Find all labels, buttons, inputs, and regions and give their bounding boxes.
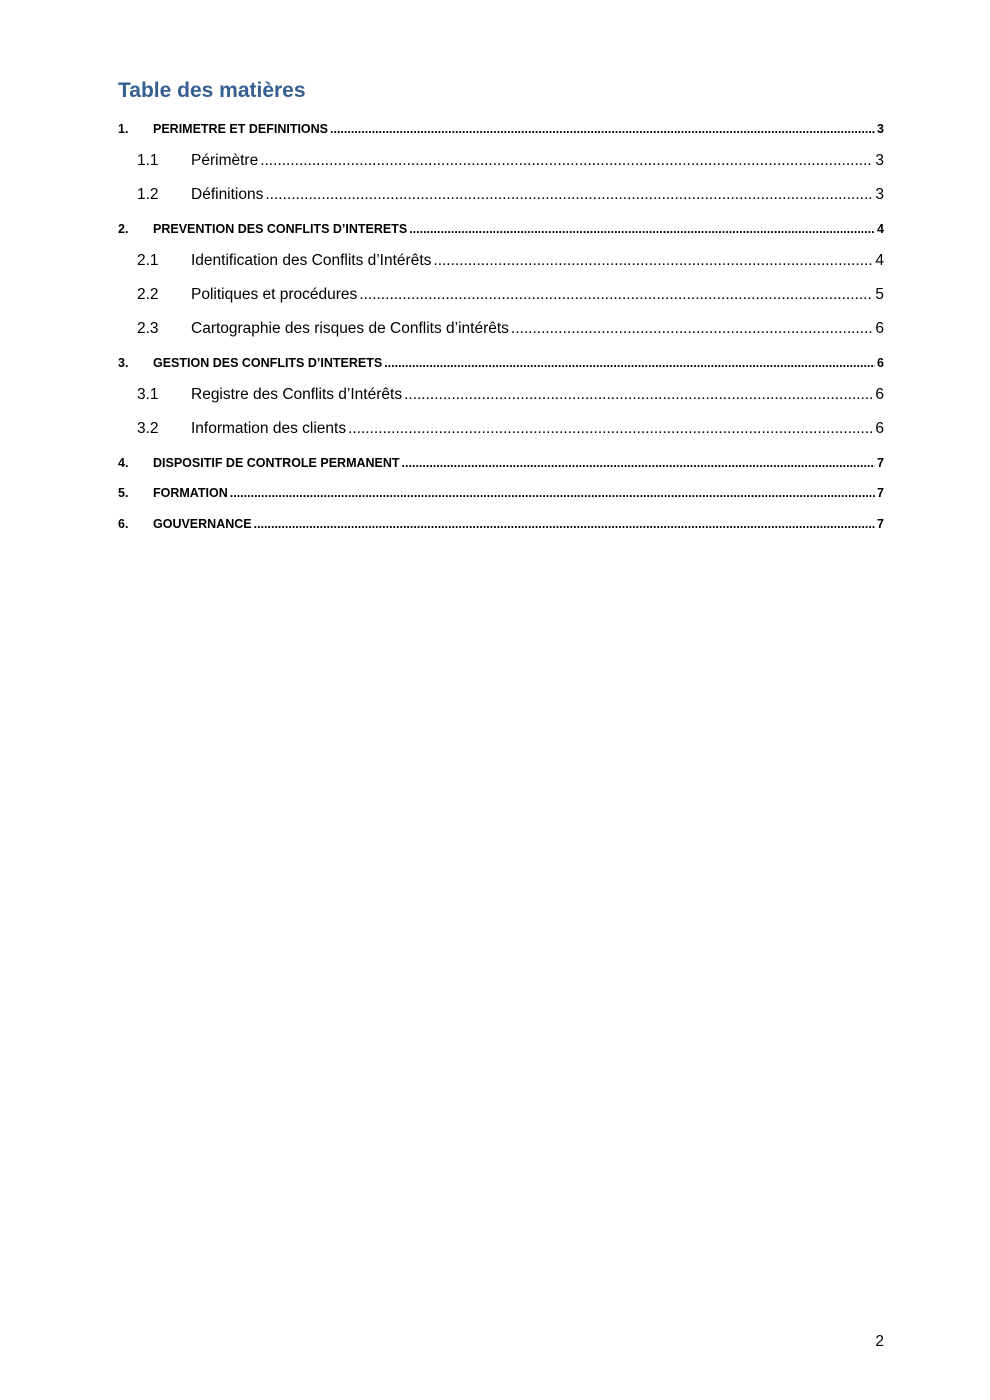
toc-entry-label: DISPOSITIF DE CONTROLE PERMANENT bbox=[153, 456, 400, 470]
toc-dot-leader bbox=[265, 184, 873, 206]
toc-entry-3-1[interactable] bbox=[118, 384, 884, 406]
toc-entry-number: 2.3 bbox=[137, 320, 159, 337]
toc-entry-number: 2.1 bbox=[137, 252, 159, 269]
toc-dot-leader bbox=[433, 250, 873, 272]
toc-dot-leader bbox=[402, 454, 876, 472]
toc-entry-page: 3 bbox=[877, 122, 884, 136]
toc-entry-number: 3. bbox=[118, 356, 129, 370]
toc-entry-number: 1.2 bbox=[137, 186, 159, 203]
toc-entry-label: PERIMETRE ET DEFINITIONS bbox=[153, 122, 329, 136]
toc-entry-label: PREVENTION DES CONFLITS D’INTERETS bbox=[153, 222, 408, 236]
toc-entry-page: 6 bbox=[875, 320, 884, 337]
toc-dot-leader bbox=[404, 384, 873, 406]
toc-entry-1-2[interactable] bbox=[118, 184, 884, 206]
toc-entry-2[interactable] bbox=[118, 220, 884, 238]
toc-entry-number: 1.1 bbox=[137, 152, 159, 169]
toc-entry-2-3[interactable] bbox=[118, 318, 884, 340]
toc-entry-4[interactable] bbox=[118, 454, 884, 472]
toc-dot-leader bbox=[230, 484, 875, 502]
toc-entry-page: 6 bbox=[875, 420, 884, 437]
toc-entry-number: 3.2 bbox=[137, 420, 159, 437]
toc-entry-1-1[interactable] bbox=[118, 150, 884, 172]
toc-entry-page: 4 bbox=[877, 222, 884, 236]
toc-entry-page: 7 bbox=[877, 486, 884, 500]
toc-entry-number: 2. bbox=[118, 222, 129, 236]
toc-dot-leader bbox=[511, 318, 873, 340]
toc-entry-label: Information des clients bbox=[191, 420, 347, 437]
toc-entry-label: Périmètre bbox=[191, 152, 259, 169]
toc-entry-label: Cartographie des risques de Conflits d’intérêts bbox=[191, 320, 509, 337]
toc-entry-number: 3.1 bbox=[137, 386, 159, 403]
toc-dot-leader bbox=[330, 120, 875, 138]
toc-entry-page: 3 bbox=[875, 152, 884, 169]
toc-dot-leader bbox=[409, 220, 875, 238]
toc-entry-number: 5. bbox=[118, 486, 129, 500]
toc-title: Table des matières bbox=[118, 79, 306, 102]
toc-entry-5[interactable] bbox=[118, 484, 884, 502]
toc-entry-label: GOUVERNANCE bbox=[153, 517, 252, 531]
toc-entry-page: 3 bbox=[875, 186, 884, 203]
toc-entry-page: 6 bbox=[875, 386, 884, 403]
toc-entry-label: Identification des Conflits d’Intérêts bbox=[191, 252, 432, 269]
toc-entry-page: 6 bbox=[877, 356, 884, 370]
toc-entry-label: Registre des Conflits d’Intérêts bbox=[191, 386, 403, 403]
toc-dot-leader bbox=[348, 418, 873, 440]
toc-dot-leader bbox=[260, 150, 873, 172]
toc-entry-3-2[interactable] bbox=[118, 418, 884, 440]
toc-entry-number: 4. bbox=[118, 456, 129, 470]
toc-entry-page: 4 bbox=[875, 252, 884, 269]
toc-entry-label: GESTION DES CONFLITS D’INTERETS bbox=[153, 356, 383, 370]
toc-entry-number: 6. bbox=[118, 517, 129, 531]
toc-entry-number: 1. bbox=[118, 122, 129, 136]
toc-dot-leader bbox=[384, 354, 875, 372]
toc-entry-3[interactable] bbox=[118, 354, 884, 372]
toc-entry-page: 7 bbox=[877, 456, 884, 470]
toc-entry-label: Définitions bbox=[191, 186, 264, 203]
toc-entry-page: 5 bbox=[875, 286, 884, 303]
toc-entry-number: 2.2 bbox=[137, 286, 159, 303]
toc-entry-label: Politiques et procédures bbox=[191, 286, 358, 303]
toc-dot-leader bbox=[254, 515, 875, 533]
toc-entry-page: 7 bbox=[877, 517, 884, 531]
page-number: 2 bbox=[875, 1333, 884, 1350]
toc-dot-leader bbox=[359, 284, 873, 306]
toc-entry-1[interactable] bbox=[118, 120, 884, 138]
toc-entry-2-1[interactable] bbox=[118, 250, 884, 272]
toc-entry-label: FORMATION bbox=[153, 486, 228, 500]
toc-entry-2-2[interactable] bbox=[118, 284, 884, 306]
toc-entry-6[interactable] bbox=[118, 515, 884, 533]
